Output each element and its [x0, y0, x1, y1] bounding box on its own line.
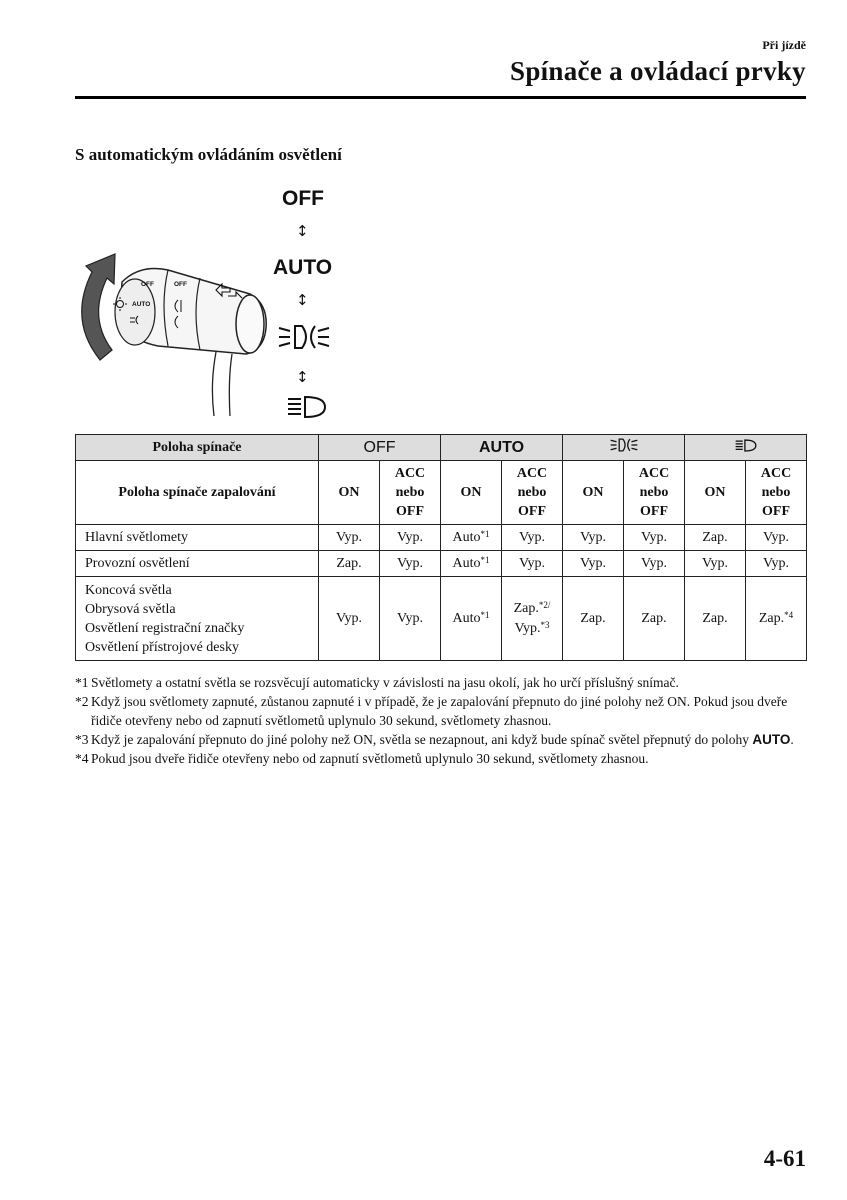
lever-body: [115, 269, 266, 417]
table-cell: Zap.: [563, 577, 624, 661]
table-cell: [441, 577, 502, 661]
acc-line-3: OFF: [518, 504, 546, 519]
breadcrumb: Při jízdě: [762, 38, 806, 52]
footnotes: [75, 673, 810, 768]
table-cell: Vyp.: [746, 551, 807, 577]
table-cell: Vyp.: [624, 551, 685, 577]
headlights-icon: [734, 438, 758, 453]
page-title: Spínače a ovládací prvky: [510, 56, 806, 86]
row-label-line: Osvětlení registrační značky: [85, 620, 245, 636]
footnote-mark: *1: [75, 675, 89, 690]
column-header-off: OFF: [319, 435, 441, 461]
switch-position-off-label: OFF: [282, 187, 324, 210]
table-cell: Vyp.: [502, 525, 563, 551]
table-cell: [502, 577, 563, 661]
section-heading: S automatickým ovládáním osvětlení: [75, 145, 342, 164]
footnote-text: Když jsou světlomety zapnuté, zůstanou zapnuté i v případě, že je zapalování přepnuto do jiné polohy než ON. Pokud jsou dveře řidiče otevřeny nebo od zapnutí světlometů uplynulo 30 sekund, světlomety zhasnou.: [91, 694, 788, 728]
position-arrow-2: ↕: [296, 291, 309, 309]
acc-line-2: nebo: [761, 485, 791, 500]
footnote-ref: *4: [784, 609, 794, 620]
position-arrow-1: ↕: [296, 222, 309, 240]
table-cell: Vyp.: [563, 551, 624, 577]
acc-line-1: ACC: [516, 466, 548, 481]
table-cell: Zap.: [319, 551, 380, 577]
headlights-icon: [285, 394, 329, 420]
acc-line-1: ACC: [638, 466, 670, 481]
column-header-parking-lights: [563, 435, 685, 461]
acc-line-1: ACC: [394, 466, 426, 481]
footnote-text-end: .: [790, 732, 794, 747]
acc-line-2: nebo: [395, 485, 425, 500]
acc-line-2: nebo: [639, 485, 669, 500]
footnote-ref: *1: [480, 528, 490, 539]
table-row-tail-lights: [76, 577, 807, 661]
table-cell: Vyp.: [502, 551, 563, 577]
light-switch-table: [75, 434, 807, 661]
cell-line: [505, 599, 559, 619]
footnote-4: [75, 749, 810, 768]
column-header-headlights: [685, 435, 807, 461]
cell-text: Zap.: [758, 610, 785, 626]
lever-marking-auto: AUTO: [132, 301, 151, 308]
table-cell: Vyp.: [380, 525, 441, 551]
ignition-acc-off-header: [746, 461, 807, 525]
footnote-text: Světlomety a ostatní světla se rozsvěcují automaticky v závislosti na jasu okolí, jak ho určí příslušný snímač.: [91, 675, 679, 690]
page-number: 4-61: [763, 1146, 806, 1171]
ignition-acc-off-header: [624, 461, 685, 525]
title-rule: [75, 96, 806, 99]
footnote-2: [75, 692, 810, 730]
acc-line-3: OFF: [640, 504, 669, 519]
footnote-mark: *3: [75, 732, 89, 747]
acc-line-3: OFF: [762, 504, 791, 519]
table-cell: [441, 525, 502, 551]
footnote-text: Pokud jsou dveře řidiče otevřeny nebo od zapnutí světlometů uplynulo 30 sekund, světlomety zhasnou.: [91, 751, 649, 766]
table-cell: Zap.: [685, 577, 746, 661]
footnote-auto-label: AUTO: [752, 732, 791, 747]
table-cell: [441, 551, 502, 577]
table-row-headlights: [76, 525, 807, 551]
footnote-ref: *1: [480, 609, 490, 620]
table-cell: Vyp.: [319, 525, 380, 551]
footnote-ref: *3: [540, 619, 550, 630]
footnote-ref: *2/: [538, 599, 551, 610]
ignition-position-header: Poloha spínače zapalování: [76, 461, 319, 525]
footnote-mark: *2: [75, 694, 89, 709]
row-label: [76, 577, 319, 661]
cell-text: Vyp.: [514, 620, 541, 636]
lever-marking-off-2: OFF: [174, 281, 187, 288]
footnote-1: [75, 673, 810, 692]
table-cell: [746, 577, 807, 661]
cell-text: Zap.: [513, 600, 539, 616]
parking-lights-icon: [276, 322, 332, 352]
ignition-on-header: ON: [441, 461, 502, 525]
table-cell: Vyp.: [685, 551, 746, 577]
table-cell: Vyp.: [380, 577, 441, 661]
table-cell: Vyp.: [746, 525, 807, 551]
rotation-arrow-icon: [82, 254, 115, 360]
acc-line-2: nebo: [517, 485, 547, 500]
cell-line: [505, 619, 559, 639]
ignition-on-header: ON: [685, 461, 746, 525]
footnote-3: [75, 730, 810, 749]
table-cell: Vyp.: [380, 551, 441, 577]
table-cell: Vyp.: [563, 525, 624, 551]
ignition-on-header: ON: [319, 461, 380, 525]
row-label: Provozní osvětlení: [76, 551, 319, 577]
row-label: Hlavní světlomety: [76, 525, 319, 551]
cell-text: Auto: [452, 610, 481, 626]
switch-position-auto-label: AUTO: [273, 256, 333, 279]
row-label-line: Koncová světla: [85, 582, 172, 598]
column-header-auto: AUTO: [441, 435, 563, 461]
position-arrow-3: ↕: [296, 368, 309, 386]
footnote-text: Když je zapalování přepnuto do jiné polohy než ON, světla se nezapnout, ani když bude spínač světel přepnutý do polohy: [91, 732, 753, 747]
table-cell: Vyp.: [319, 577, 380, 661]
cell-text: Auto: [452, 529, 481, 545]
acc-line-1: ACC: [760, 466, 792, 481]
steering-lever-illustration: [60, 220, 275, 420]
cell-text: Auto: [452, 555, 481, 571]
ignition-on-header: ON: [563, 461, 624, 525]
parking-lights-icon: [609, 437, 639, 453]
table-cell: Zap.: [624, 577, 685, 661]
light-switch-figure: [60, 180, 360, 420]
lever-marking-off: OFF: [141, 281, 154, 288]
switch-position-header: Poloha spínače: [76, 435, 319, 461]
row-label-line: Obrysová světla: [85, 601, 176, 617]
row-label-line: Osvětlení přístrojové desky: [85, 639, 239, 655]
footnote-ref: *1: [480, 554, 490, 565]
acc-line-3: OFF: [396, 504, 424, 519]
ignition-acc-off-header: [502, 461, 563, 525]
table-row-daytime-lights: [76, 551, 807, 577]
table-cell: Zap.: [685, 525, 746, 551]
footnote-mark: *4: [75, 751, 89, 766]
ignition-acc-off-header: [380, 461, 441, 525]
table-cell: Vyp.: [624, 525, 685, 551]
